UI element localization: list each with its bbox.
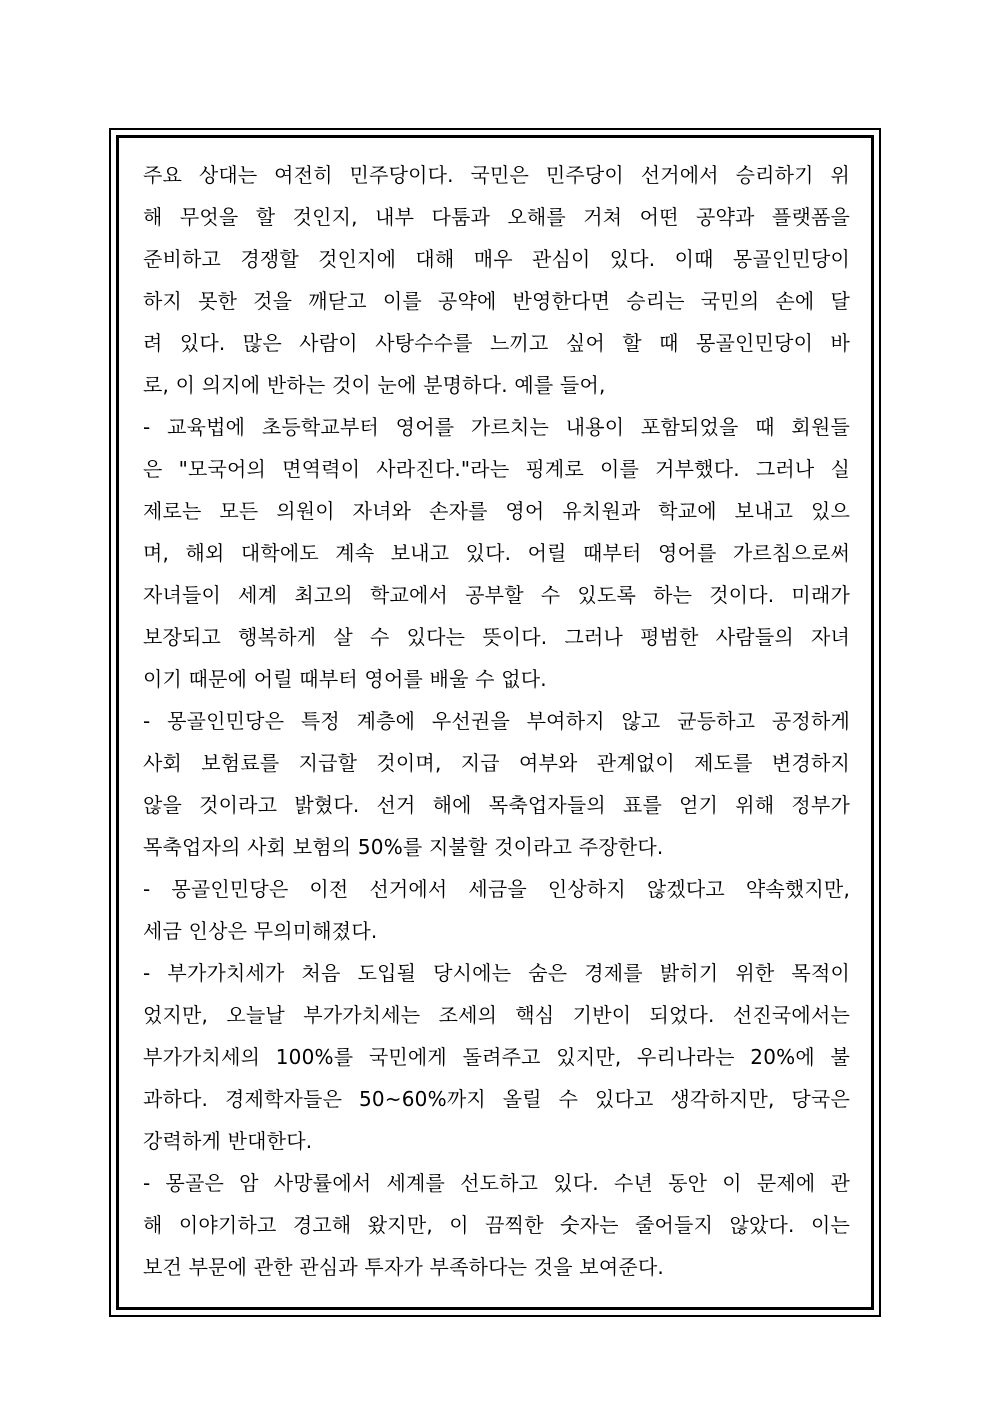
text-line: 며, 해외 대학에도 계속 보내고 있다. 어릴 때부터 영어를 가르침으로써 xyxy=(143,541,850,565)
text-line: 세금 인상은 무의미해졌다. xyxy=(143,919,378,943)
text-line: - 몽골인민당은 특정 계층에 우선권을 부여하지 않고 균등하고 공정하게 xyxy=(143,709,850,733)
text-line: 었지만, 오늘날 부가가치세는 조세의 핵심 기반이 되었다. 선진국에서는 xyxy=(143,1003,850,1027)
text-line: 주요 상대는 여전히 민주당이다. 국민은 민주당이 선거에서 승리하기 위 xyxy=(143,163,850,187)
text-line: 않을 것이라고 밝혔다. 선거 해에 목축업자들의 표를 얻기 위해 정부가 xyxy=(143,793,850,817)
text-line: 자녀들이 세계 최고의 학교에서 공부할 수 있도록 하는 것이다. 미래가 xyxy=(143,583,850,607)
text-line: 로, 이 의지에 반하는 것이 눈에 분명하다. 예를 들어, xyxy=(143,373,606,397)
text-line: 제로는 모든 의원이 자녀와 손자를 영어 유치원과 학교에 보내고 있으 xyxy=(143,499,850,523)
text-line: 사회 보험료를 지급할 것이며, 지급 여부와 관계없이 제도를 변경하지 xyxy=(143,751,850,775)
text-line: - 부가가치세가 처음 도입될 당시에는 숨은 경제를 밝히기 위한 목적이 xyxy=(143,961,850,985)
text-line: 해 무엇을 할 것인지, 내부 다툼과 오해를 거쳐 어떤 공약과 플랫폼을 xyxy=(143,205,850,229)
text-line: 하지 못한 것을 깨닫고 이를 공약에 반영한다면 승리는 국민의 손에 달 xyxy=(143,289,850,313)
text-line: 보장되고 행복하게 살 수 있다는 뜻이다. 그러나 평범한 사람들의 자녀 xyxy=(143,625,850,649)
text-line: 보건 부문에 관한 관심과 투자가 부족하다는 것을 보여준다. xyxy=(143,1255,664,1279)
text-line: 과하다. 경제학자들은 50~60%까지 올릴 수 있다고 생각하지만, 당국은 xyxy=(143,1087,850,1111)
text-line: 부가가치세의 100%를 국민에게 돌려주고 있지만, 우리나라는 20%에 불 xyxy=(143,1045,850,1069)
text-line: - 몽골인민당은 이전 선거에서 세금을 인상하지 않겠다고 약속했지만, xyxy=(143,877,850,901)
text-line: 준비하고 경쟁할 것인지에 대해 매우 관심이 있다. 이때 몽골인민당이 xyxy=(143,247,850,271)
text-line: - 교육법에 초등학교부터 영어를 가르치는 내용이 포함되었을 때 회원들 xyxy=(143,415,850,439)
text-line: 은 "모국어의 면역력이 사라진다."라는 핑계로 이를 거부했다. 그러나 실 xyxy=(143,457,850,481)
text-line: 목축업자의 사회 보험의 50%를 지불할 것이라고 주장한다. xyxy=(143,835,664,859)
text-line: 이기 때문에 어릴 때부터 영어를 배울 수 없다. xyxy=(143,667,547,691)
text-line: - 몽골은 암 사망률에서 세계를 선도하고 있다. 수년 동안 이 문제에 관 xyxy=(143,1171,850,1195)
document-text-body xyxy=(143,154,850,1288)
text-line: 해 이야기하고 경고해 왔지만, 이 끔찍한 숫자는 줄어들지 않았다. 이는 xyxy=(143,1213,850,1237)
text-line: 려 있다. 많은 사람이 사탕수수를 느끼고 싶어 할 때 몽골인민당이 바 xyxy=(143,331,850,355)
text-line: 강력하게 반대한다. xyxy=(143,1129,313,1153)
